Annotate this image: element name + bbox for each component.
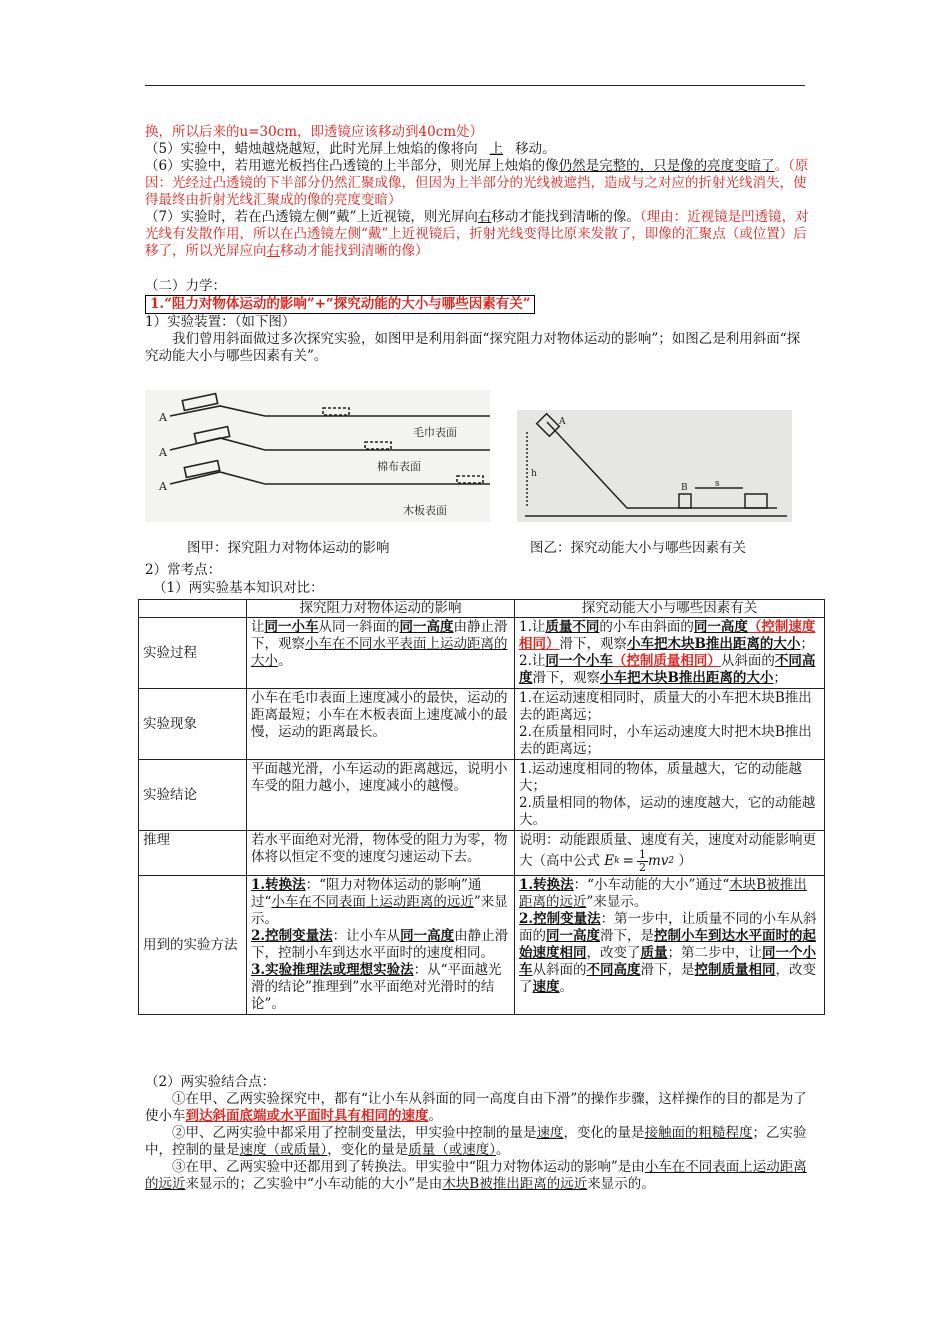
row-label: 推理 <box>139 831 247 876</box>
fig2-label-h: h <box>531 469 537 479</box>
header-col-2: 探究动能大小与哪些因素有关 <box>515 600 825 618</box>
row-label: 实验现象 <box>139 689 247 760</box>
table-row <box>139 618 825 689</box>
cell-method-b: 1.转换法：“小车动能的大小”通过“木块B被推出距离的远近”来显示。 2.控制变量法：第一步中，让质量不同的小车从斜面的同一高度滑下，是控制小车到达水平面时的起始速度相同，改变了质量；第二步中，让同一个小车从斜面的不同高度滑下，是控制质量相同，改变了速度。 <box>515 876 825 1015</box>
q5: （5）实验中，蜡烛越烧越短，此时光屏上烛焰的像将向 上 移动。 <box>145 141 556 157</box>
cell-reasoning-b: 说明：动能跟质量、速度有关，速度对动能影响更大（高中公式 E k = $\frac{1}{2}$ mv 2 ） <box>515 831 825 876</box>
fig2-label-b: B <box>681 483 688 493</box>
compare-label: （1）两实验基本知识对比： <box>153 580 324 596</box>
cell-reasoning-a: 若水平面绝对光滑，物体受的阻力为零，物体将以恒定不变的速度匀速运动下去。 <box>247 831 515 876</box>
row-label: 实验结论 <box>139 760 247 831</box>
row-label: 用到的实验方法 <box>139 876 247 1015</box>
combine-p1: ①在甲、乙两实验探究中，都有“让小车从斜面的同一高度自由下滑”的操作步骤，这样操作的目的都是为了使小车到达斜面底端或水平面时具有相同的速度。 <box>145 1091 807 1124</box>
fig2-label-a: A <box>559 417 566 427</box>
setup-label: 1）实验装置：（如下图） <box>145 314 296 330</box>
header-rule <box>145 85 805 86</box>
points-label: 2）常考点： <box>145 562 222 578</box>
fig1-label-a2: A <box>159 446 167 459</box>
intro-text: 我们曾用斜面做过多次探究实验，如图甲是利用斜面“探究阻力对物体运动的影响”；如图乙是利用斜面“探究动能大小与哪些因素有关”。 <box>145 331 801 364</box>
fig1-label-a1: A <box>159 411 167 424</box>
caption-2: 图乙：探究动能大小与哪些因素有关 <box>530 540 746 556</box>
cell-process-b: 1.让质量不同的小车由斜面的同一高度（控制速度相同）滑下，观察小车把木块B推出距离的大小； 2.让同一个小车（控制质量相同）从斜面的不同高度滑下，观察小车把木块B推出距离的大小； <box>515 618 825 689</box>
comparison-table-wrap <box>138 599 825 1015</box>
row-label: 实验过程 <box>139 618 247 689</box>
caption-1: 图甲：探究阻力对物体运动的影响 <box>187 540 390 556</box>
cell-phenomenon-a: 小车在毛巾表面上速度减小的最快，运动的距离最短；小车在木板表面上速度减小的最慢，运动的距离最长。 <box>247 689 515 760</box>
figure-friction-image <box>145 390 490 522</box>
cell-conclusion-b: 1.运动速度相同的物体，质量越大，它的动能越大； 2.质量相同的物体，运动的速度越大，它的动能越大。 <box>515 760 825 831</box>
fig1-label-wood: 木板表面 <box>403 504 447 517</box>
fig1-label-towel: 毛巾表面 <box>413 426 457 439</box>
cell-phenomenon-b: 1.在运动速度相同时，质量大的小车把木块B推出去的距离远； 2.在质量相同时，小车运动速度大时把木块B推出去的距离远； <box>515 689 825 760</box>
cell-process-a: 让同一小车从同一斜面的同一高度由静止滑下，观察小车在不同水平表面上运动距离的大小。 <box>247 618 515 689</box>
line-1: 换，所以后来的u=30cm，即透镜应该移动到40cm处） <box>145 124 484 140</box>
table-row <box>139 831 825 876</box>
figure-kinetic-image <box>517 410 792 522</box>
table-row <box>139 760 825 831</box>
kinetic-energy-formula: E k = $\frac{1}{2}$ mv 2 <box>604 848 675 874</box>
combination-section <box>145 1074 810 1193</box>
figures <box>145 390 805 525</box>
fig1-label-a3: A <box>159 480 167 493</box>
header-col-1: 探究阻力对物体运动的影响 <box>247 600 515 618</box>
combine-p3: ③在甲、乙两实验中还都用到了转换法。甲实验中“阻力对物体运动的影响”是由小车在不同表面上运动距离的远近来显示的；乙实验中“小车动能的大小”是由木块B被推出距离的远近来显示的。 <box>145 1159 807 1192</box>
q7: （7）实验时，若在凸透镜左侧“戴”上近视镜，则光屏向右移动才能找到清晰的像。（理由：近视镜是凹透镜，对光线有发散作用，所以在凸透镜左侧“戴”上近视镜后，折射光线变得比原来发散了，即像的汇聚点（或位置）后移了，所以光屏应向右移动才能找到清晰的像） <box>145 209 809 259</box>
table-row <box>139 689 825 760</box>
cell-method-a: 1.转换法：“阻力对物体运动的影响”通过“小车在不同表面上运动距离的远近”来显示。 2.控制变量法：让小车从同一高度由静止滑下，控制小车到达水平面时的速度相同。 3.实验推理法或理想实验法：从“平面越光滑的结论”推理到”水平面绝对光滑时的结论”。 <box>247 876 515 1015</box>
combine-title: （2）两实验结合点： <box>145 1074 276 1090</box>
table-row <box>139 876 825 1015</box>
cell-conclusion-a: 平面越光滑，小车运动的距离越远，说明小车受的阻力越小，速度减小的越慢。 <box>247 760 515 831</box>
fig2-label-s: s <box>715 479 720 489</box>
topic-box: 1.“阻力对物体运动的影响”+“探究动能的大小与哪些因素有关” <box>145 295 810 314</box>
header-empty <box>139 600 247 618</box>
lens-notes <box>145 124 810 365</box>
comparison-table <box>138 599 825 1015</box>
combine-p2: ②甲、乙两实验中都采用了控制变量法，甲实验中控制的量是速度，变化的量是接触面的粗糙程度；乙实验中，控制的量是速度（或质量），变化的量是质量（或速度）。 <box>145 1125 807 1158</box>
section-heading: （二）力学： <box>145 278 226 294</box>
q6: （6）实验中，若用遮光板挡住凸透镜的上半部分，则光屏上烛焰的像仍然是完整的，只是像的亮度变暗了。（原因：光经过凸透镜的下半部分仍然汇聚成像，但因为上半部分的光线被遮挡，造成与之对应的折射光线消失，使得最终由折射光线汇聚成的像的亮度变暗） <box>145 158 809 208</box>
fig1-label-cloth: 棉布表面 <box>377 460 421 473</box>
